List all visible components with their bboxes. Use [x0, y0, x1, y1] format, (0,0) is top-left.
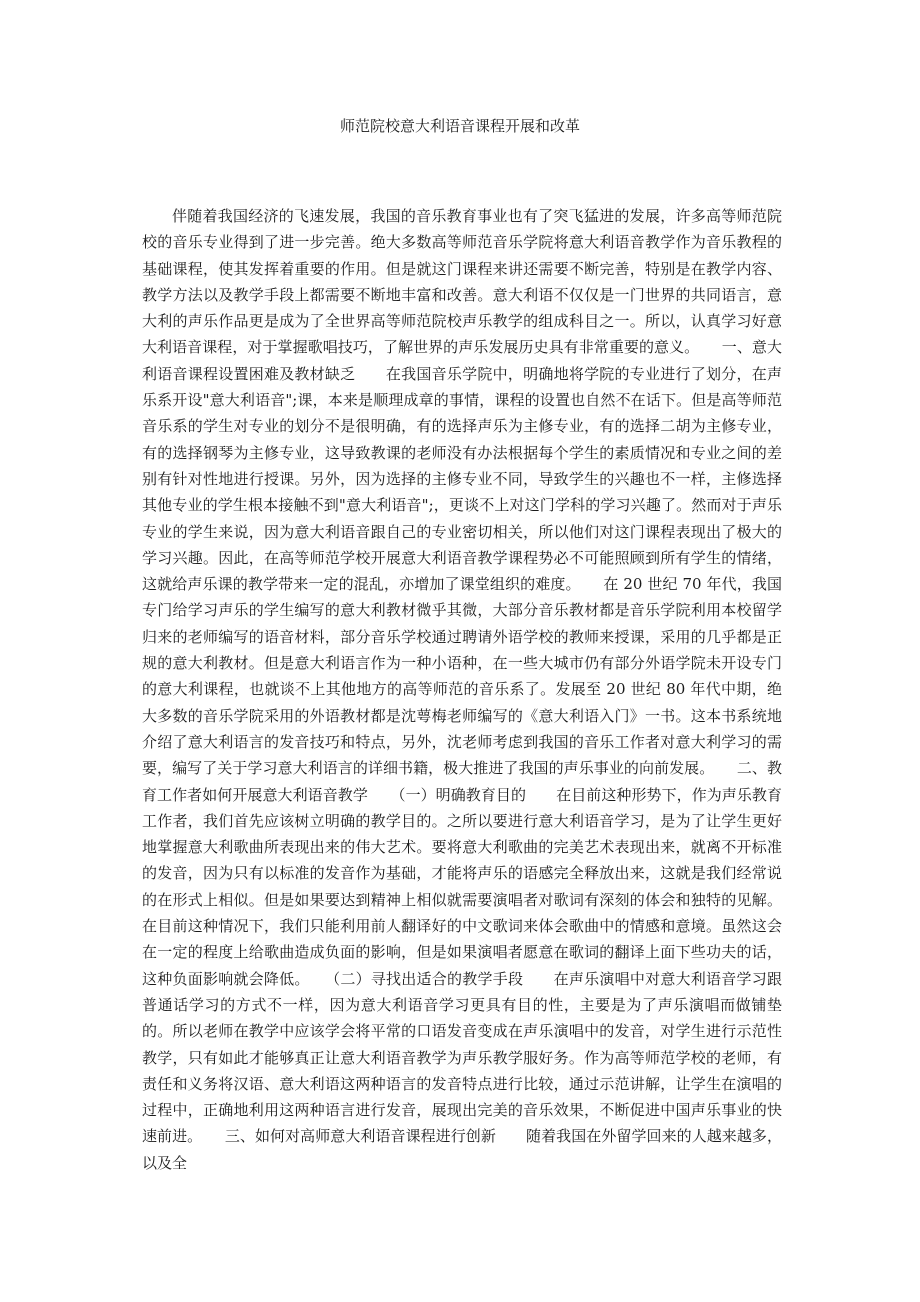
document-title: 师范院校意大利语音课程开展和改革 — [339, 117, 580, 135]
document-body: 伴随着我国经济的飞速发展，我国的音乐教育事业也有了突飞猛进的发展，许多高等师范院校的音乐专业得到了进一步完善。绝大多数高等师范音乐学院将意大利语音教学作为音乐教程的基础课程，使其发挥着重要的作用。但是就这门课程来讲还需要不断完善，特别是在教学内容、教学方法以及教学手段上都需要不断地丰富和改善。意大利语不仅仅是一门世界的共同语言，意大利的声乐作品更是成为了全世界高等师范院校声乐教学的组成科目之一。所以，认真学习好意大利语音课程，对于掌握歌唱技巧，了解世界的声乐发展历史具有非常重要的意义。 一、意大利语音课程设置困难及教材缺乏 在我国音乐学院中，明确地将学院的专业进行了划分，在声乐系开设"意大利语音";课，本来是顺理成章的事情，课程的设置也自然不在话下。但是高等师范音乐系的学生对专业的划分不是很明确，有的选择声乐为主修专业，有的选择二胡为主修专业，有的选择钢琴为主修专业，这导致教课的老师没有办法根据每个学生的素质情况和专业之间的差别有针对性地进行授课。另外，因为选择的主修专业不同，导致学生的兴趣也不一样，主修选择其他专业的学生根本接触不到"意大利语音";，更谈不上对这门学科的学习兴趣了。然而对于声乐专业的学生来说，因为意大利语音跟自己的专业密切相关，所以他们对这门课程表现出了极大的学习兴趣。因此，在高等师范学校开展意大利语音教学课程势必不可能照顾到所有学生的情绪，这就给声乐课的教学带来一定的混乱，亦增加了课堂组织的难度。 在 20 世纪 70 年代，我国专门给学习声乐的学生编写的意大利教材微乎其微，大部分音乐教材都是音乐学院利用本校留学归来的老师编写的语音材料，部分音乐学校通过聘请外语学校的教师来授课，采用的几乎都是正规的意大利教材。但是意大利语言作为一种小语种，在一些大城市仍有部分外语学院未开设专门的意大利课程，也就谈不上其他地方的高等师范的音乐系了。发展至 20 世纪 80 年代中期，绝大多数的音乐学院采用的外语教材都是沈萼梅老师编写的《意大利语入门》一书。这本书系统地介绍了意大利语言的发音技巧和特点，另外，沈老师考虑到我国的音乐工作者对意大利学习的需要，编写了关于学习意大利语言的详细书籍，极大推进了我国的声乐事业的向前发展。 二、教育工作者如何开展意大利语音教学 （一）明确教育目的 在目前这种形势下，作为声乐教育工作者，我们首先应该树立明确的教学目的。之所以要进行意大利语音学习，是为了让学生更好地掌握意大利歌曲所表现出来的伟大艺术。要将意大利歌曲的完美艺术表现出来，就离不开标准的发音，因为只有以标准的发音作为基础，才能将声乐的语感完全释放出来，这就是我们经常说的在形式上相似。但是如果要达到精神上相似就需要演唱者对歌词有深刻的体会和独特的见解。在目前这种情况下，我们只能利用前人翻译好的中文歌词来体会歌曲中的情感和意境。虽然这会在一定的程度上给歌曲造成负面的影响，但是如果演唱者愿意在歌词的翻译上面下些功夫的话，这种负面影响就会降低。 （二）寻找出适合的教学手段 在声乐演唱中对意大利语音学习跟普通话学习的方式不一样，因为意大利语音学习更具有目的性，主要是为了声乐演唱而做铺垫的。所以老师在教学中应该学会将平常的口语发音变成在声乐演唱中的发音，对学生进行示范性教学，只有如此才能够真正让意大利语音教学为声乐教学服好务。作为高等师范学校的老师，有责任和义务将汉语、意大利语这两种语言的发音特点进行比较，通过示范讲解，让学生在演唱的过程中，正确地利用这两种语言进行发音，展现出完美的音乐效果，不断促进中国声乐事业的快速前进。 三、如何对高师意大利语音课程进行创新 随着我国在外留学回来的人越来越多，以及全 — [142, 207, 782, 1172]
